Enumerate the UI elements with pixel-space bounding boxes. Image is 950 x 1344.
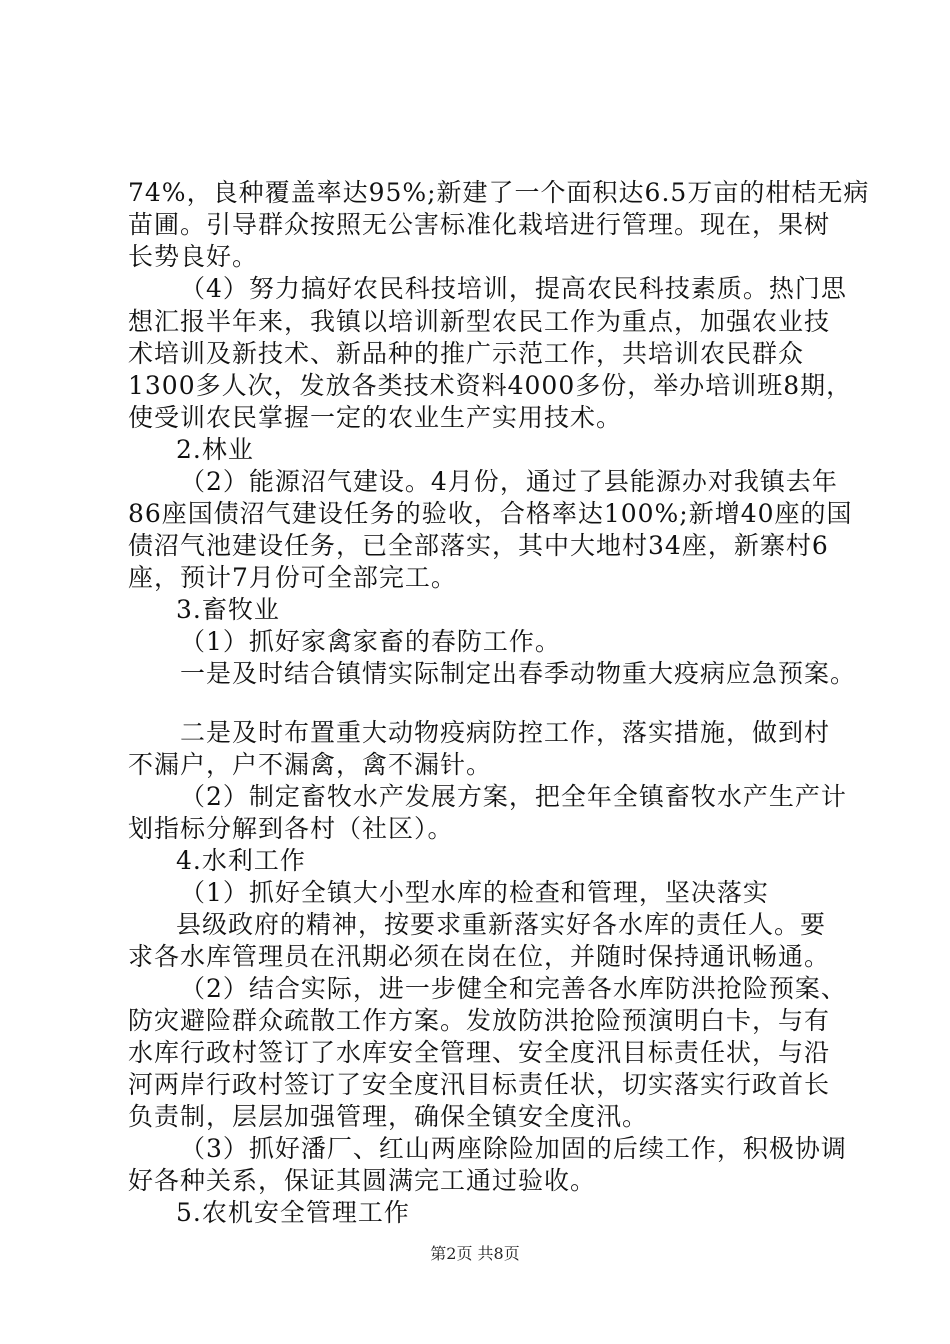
text-line: 一是及时结合镇情实际制定出春季动物重大疫病应急预案。 — [180, 659, 857, 688]
text-line: （3）抓好潘厂、红山两座除险加固的后续工作，积极协调 — [180, 1134, 847, 1163]
text-line: 县级政府的精神，按要求重新落实好各水库的责任人。要 — [176, 910, 827, 939]
text-line: （2）能源沼气建设。4月份，通过了县能源办对我镇去年 — [180, 467, 838, 496]
text-line: 长势良好。 — [128, 242, 259, 271]
text-line: 苗圃。引导群众按照无公害标准化栽培进行管理。现在，果树 — [128, 210, 831, 239]
text-line: 不漏户，户不漏禽，禽不漏针。 — [128, 750, 493, 779]
page-number: 第2页 共8页 — [430, 1244, 520, 1263]
text-line: （2）制定畜牧水产发展方案，把全年全镇畜牧水产生产计 — [180, 782, 847, 811]
text-line: 使受训农民掌握一定的农业生产实用技术。 — [128, 403, 623, 432]
text-line: 防灾避险群众疏散工作方案。发放防洪抢险预演明白卡，与有 — [128, 1006, 831, 1035]
text-line: 负责制，层层加强管理，确保全镇安全度汛。 — [128, 1102, 649, 1131]
text-line: 术培训及新技术、新品种的推广示范工作，共培训农民群众 — [128, 339, 805, 368]
text-line: 债沼气池建设任务，已全部落实，其中大地村34座，新寨村6 — [128, 531, 829, 560]
text-line: 1300多人次，发放各类技术资料4000多份，举办培训班8期， — [128, 371, 853, 400]
text-line: 74%，良种覆盖率达95%;新建了一个面积达6.5万亩的柑桔无病 — [128, 178, 870, 207]
text-line: 水库行政村签订了水库安全管理、安全度汛目标责任状，与沿 — [128, 1038, 831, 1067]
text-line: 划指标分解到各村（社区）。 — [128, 814, 454, 843]
section-heading: 5.农机安全管理工作 — [176, 1198, 410, 1227]
section-heading: 2.林业 — [176, 435, 254, 464]
section-heading: 3.畜牧业 — [176, 595, 280, 624]
text-line: （2）结合实际，进一步健全和完善各水库防洪抢险预案、 — [180, 974, 847, 1003]
text-line: 求各水库管理员在汛期必须在岗在位，并随时保持通讯畅通。 — [128, 942, 831, 971]
text-line: 座，预计7月份可全部完工。 — [128, 563, 457, 592]
text-line: 河两岸行政村签订了安全度汛目标责任状，切实落实行政首长 — [128, 1070, 831, 1099]
text-line: 好各种关系，保证其圆满完工通过验收。 — [128, 1166, 597, 1195]
text-line: （4）努力搞好农民科技培训，提高农民科技素质。热门思 — [180, 274, 847, 303]
section-heading: 4.水利工作 — [176, 846, 306, 875]
text-line: （1）抓好全镇大小型水库的检查和管理，坚决落实 — [180, 878, 769, 907]
text-line: 想汇报半年来，我镇以培训新型农民工作为重点，加强农业技 — [128, 307, 831, 336]
text-line: 二是及时布置重大动物疫病防控工作，落实措施，做到村 — [180, 718, 831, 747]
text-line: 86座国债沼气建设任务的验收，合格率达100%;新增40座的国 — [128, 499, 853, 528]
text-line: （1）抓好家禽家畜的春防工作。 — [180, 627, 561, 656]
